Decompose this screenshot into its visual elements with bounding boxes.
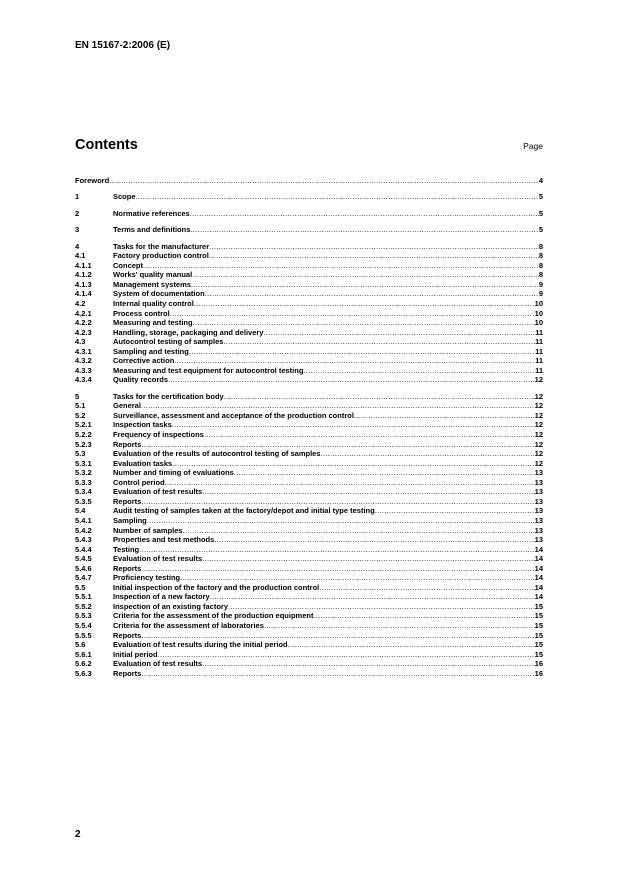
toc-entry[interactable]: [75, 545, 543, 555]
toc-entry-page: 12: [534, 430, 543, 440]
toc-entry-number: 4.3.1: [75, 346, 92, 356]
toc-entry[interactable]: [75, 420, 543, 430]
toc-entry-page: 11: [535, 365, 543, 375]
toc-entry-page: 13: [534, 468, 543, 478]
toc-entry-title[interactable]: Reports: [113, 496, 142, 506]
toc-entry-number: 5.3.3: [75, 477, 92, 487]
toc-entry[interactable]: [75, 459, 543, 469]
toc-entry-page: 15: [534, 649, 543, 659]
toc-entry-number: 4.1.1: [75, 260, 92, 270]
toc-entry-page: 14: [534, 563, 543, 573]
toc-entry-title[interactable]: Inspection tasks: [113, 420, 172, 430]
toc-entry[interactable]: [75, 366, 543, 376]
toc-dot-leader: [141, 631, 534, 641]
toc-entry-number: 4.1.2: [75, 270, 92, 280]
toc-entry[interactable]: [75, 631, 543, 641]
toc-entry-page: 12: [534, 458, 543, 468]
toc-entry-number: 4.2.2: [75, 318, 92, 328]
toc-dot-leader: [209, 242, 539, 252]
toc-dot-leader: [189, 347, 535, 357]
toc-entry-number: 4.3.2: [75, 356, 92, 366]
toc-entry-page: 16: [534, 668, 543, 678]
toc-entry[interactable]: [75, 659, 543, 669]
toc-entry-number: 5.3.5: [75, 496, 92, 506]
toc-entry-title[interactable]: Inspection of an existing factory: [113, 601, 229, 611]
toc-dot-leader: [204, 430, 535, 440]
toc-entry[interactable]: [75, 411, 543, 421]
toc-dot-leader: [202, 487, 534, 497]
toc-entry-number: 3: [75, 225, 80, 235]
toc-dot-leader: [288, 640, 535, 650]
toc-entry-page: 11: [535, 327, 543, 337]
toc-entry-number: 5.6.1: [75, 649, 92, 659]
toc-entry-page: 15: [534, 640, 543, 650]
toc-entry-number: 5.3: [75, 449, 86, 459]
toc-entry-page: 5: [538, 192, 543, 202]
toc-entry-title[interactable]: Inspection of a new factory: [113, 592, 210, 602]
toc-entry-title[interactable]: Evaluation of test results: [113, 554, 203, 564]
toc-dot-leader: [141, 401, 535, 411]
toc-entry-number: 4.1.3: [75, 279, 92, 289]
toc-entry[interactable]: [75, 611, 543, 621]
toc-dot-leader: [172, 459, 534, 469]
toc-entry-title[interactable]: Frequency of inspections: [113, 430, 204, 440]
toc-dot-leader: [190, 209, 539, 219]
toc-entry-number: 4.2: [75, 299, 86, 309]
toc-dot-leader: [139, 545, 535, 555]
toc-entry-title[interactable]: Normative references: [113, 208, 190, 218]
toc-entry-page: 13: [534, 506, 543, 516]
toc-entry-title[interactable]: General: [113, 401, 141, 411]
toc-dot-leader: [223, 337, 535, 347]
toc-entry-title[interactable]: Reports: [113, 630, 142, 640]
toc-entry-page: 14: [534, 592, 543, 602]
toc-entry-page: 15: [534, 601, 543, 611]
toc-entry-number: 5.2: [75, 410, 86, 420]
toc-entry-number: 5.5.4: [75, 620, 92, 630]
toc-entry[interactable]: [75, 621, 543, 631]
toc-entry-title[interactable]: Initial inspection of the factory and the production control: [113, 582, 320, 592]
toc-entry[interactable]: [75, 430, 543, 440]
toc-entry-number: 5.4.7: [75, 573, 92, 583]
toc-entry-title[interactable]: Reports: [113, 668, 142, 678]
toc-dot-leader: [180, 573, 535, 583]
toc-entry-page: 14: [534, 582, 543, 592]
toc-entry-number: 5.4.3: [75, 535, 92, 545]
toc-entry-number: 5.2.1: [75, 420, 92, 430]
toc-entry-title[interactable]: Evaluation of test results: [113, 487, 203, 497]
toc-dot-leader: [194, 299, 535, 309]
toc-entry[interactable]: [75, 592, 543, 602]
toc-entry-number: 5.6: [75, 640, 86, 650]
page-number: 2: [75, 829, 81, 840]
toc-entry-number: 5.6.2: [75, 659, 92, 669]
toc-entry[interactable]: [75, 401, 543, 411]
toc-entry[interactable]: [75, 392, 543, 402]
toc-entry-page: 11: [535, 356, 543, 366]
toc-entry-title[interactable]: Proficiency testing: [113, 573, 181, 583]
toc-entry-title[interactable]: Reports: [113, 563, 142, 573]
toc-entry-page: 11: [535, 346, 543, 356]
toc-entry-page: 8: [538, 260, 543, 270]
toc-entry-title[interactable]: Evaluation tasks: [113, 458, 173, 468]
toc-entry-title[interactable]: Initial period: [113, 649, 158, 659]
toc-entry[interactable]: [75, 251, 543, 261]
toc-entry-page: 10: [534, 308, 543, 318]
toc-dot-leader: [375, 506, 535, 516]
toc-entry[interactable]: [75, 516, 543, 526]
toc-entry-page: 4: [538, 176, 543, 185]
toc-dot-leader: [313, 611, 534, 621]
toc-entry[interactable]: [75, 299, 543, 309]
toc-entry-page: 15: [534, 630, 543, 640]
toc-entry-number: 4.3.4: [75, 375, 92, 385]
toc-entry-number: 5.3.4: [75, 487, 92, 497]
toc-entry[interactable]: [75, 328, 543, 338]
toc-dot-leader: [263, 328, 535, 338]
toc-entry-title[interactable]: Terms and definitions: [113, 225, 191, 235]
toc-entry-page: 15: [534, 611, 543, 621]
toc-entry-number: 5.5.2: [75, 601, 92, 611]
toc-entry[interactable]: [75, 573, 543, 583]
toc-entry-title[interactable]: Measuring and testing: [113, 318, 193, 328]
toc-entry[interactable]: [75, 506, 543, 516]
toc-entry-number: 5.5.5: [75, 630, 92, 640]
toc-entry-number: 5.5.1: [75, 592, 92, 602]
toc-entry-title[interactable]: Properties and test methods: [113, 535, 215, 545]
toc-entry-number: 4.2.3: [75, 327, 92, 337]
toc-entry-page: 13: [534, 496, 543, 506]
toc-dot-leader: [234, 468, 535, 478]
toc-dot-leader: [202, 554, 534, 564]
toc-entry[interactable]: [75, 356, 543, 366]
toc-entry[interactable]: [75, 270, 543, 280]
toc-entry-number: 1: [75, 192, 80, 202]
toc-entry-page: 8: [538, 270, 543, 280]
toc-entry-number: 5.2.2: [75, 430, 92, 440]
toc-dot-leader: [136, 192, 539, 202]
toc-dot-leader: [143, 261, 539, 271]
toc-entry-title[interactable]: Testing: [113, 544, 140, 554]
toc-entry-title[interactable]: Audit testing of samples taken at the factory/depot and initial type testing: [113, 506, 375, 516]
toc-dot-leader: [165, 478, 535, 488]
toc-entry-title[interactable]: Factory production control: [113, 251, 209, 261]
toc-dot-leader: [354, 411, 535, 421]
toc-dot-leader: [174, 356, 535, 366]
toc-entry[interactable]: [75, 449, 543, 459]
toc-entry-title[interactable]: Internal quality control: [113, 299, 194, 309]
toc-entry-number: 5.3.1: [75, 458, 92, 468]
toc-entry[interactable]: [75, 280, 543, 290]
toc-entry[interactable]: [75, 497, 543, 507]
toc-entry[interactable]: [75, 650, 543, 660]
toc-entry-page: 12: [534, 391, 543, 401]
toc-entry-page: 5: [538, 208, 543, 218]
toc-entry-number: 5.4.5: [75, 554, 92, 564]
toc-entry[interactable]: [75, 347, 543, 357]
toc-entry[interactable]: [75, 554, 543, 564]
toc-entry[interactable]: [75, 176, 543, 186]
toc-entry[interactable]: [75, 309, 543, 319]
toc-entry-number: 4.1.4: [75, 289, 92, 299]
toc-entry-page: 13: [534, 515, 543, 525]
toc-entry-number: 5.5: [75, 582, 86, 592]
toc-entry-title[interactable]: Tasks for the certification body: [113, 391, 224, 401]
toc-entry[interactable]: [75, 318, 543, 328]
toc-dot-leader: [321, 449, 535, 459]
table-of-contents: [75, 176, 543, 678]
toc-dot-leader: [209, 251, 539, 261]
toc-entry[interactable]: [75, 440, 543, 450]
toc-entry[interactable]: [75, 602, 543, 612]
toc-entry-title[interactable]: Tasks for the manufacturer: [113, 241, 210, 251]
toc-entry-number: 5.4: [75, 506, 86, 516]
toc-entry-title[interactable]: Concept: [113, 260, 143, 270]
toc-entry-number: 4.2.1: [75, 308, 92, 318]
toc-entry-page: 8: [538, 241, 543, 251]
toc-entry-number: 2: [75, 208, 80, 218]
toc-entry-number: 4.3.3: [75, 365, 92, 375]
toc-entry-page: 11: [535, 337, 543, 347]
toc-entry-number: 5.4.2: [75, 525, 92, 535]
toc-entry-number: 5.3.2: [75, 468, 92, 478]
toc-entry-page: 13: [534, 477, 543, 487]
toc-entry-title[interactable]: Works' quality manual: [113, 270, 193, 280]
toc-dot-leader: [183, 526, 535, 536]
page-column-label: Page: [523, 141, 543, 151]
toc-entry-title[interactable]: Management systems: [113, 279, 191, 289]
toc-entry-title[interactable]: Handling, storage, packaging and delivery: [113, 327, 264, 337]
toc-entry-title[interactable]: Criteria for the assessment of the production equipment: [113, 611, 314, 621]
toc-entry-title[interactable]: Corrective action: [113, 356, 175, 366]
toc-entry-title[interactable]: Number and timing of evaluations: [113, 468, 234, 478]
toc-entry-page: 12: [534, 410, 543, 420]
toc-entry-page: 9: [538, 289, 543, 299]
toc-entry-number: 5.5.3: [75, 611, 92, 621]
toc-entry[interactable]: [75, 375, 543, 385]
toc-entry-page: 14: [534, 544, 543, 554]
toc-dot-leader: [190, 225, 538, 235]
toc-entry[interactable]: [75, 640, 543, 650]
toc-entry[interactable]: [75, 242, 543, 252]
toc-entry-title[interactable]: Number of samples: [113, 525, 183, 535]
toc-entry[interactable]: [75, 225, 543, 235]
toc-entry-title[interactable]: Criteria for the assessment of laboratories: [113, 620, 264, 630]
toc-entry[interactable]: [75, 261, 543, 271]
toc-entry-page: 15: [534, 620, 543, 630]
toc-dot-leader: [224, 392, 535, 402]
toc-entry-page: 12: [534, 401, 543, 411]
toc-entry-page: 9: [538, 279, 543, 289]
toc-dot-leader: [170, 309, 535, 319]
toc-dot-leader: [141, 669, 534, 679]
toc-entry-page: 8: [538, 251, 543, 261]
toc-entry[interactable]: [75, 487, 543, 497]
toc-dot-leader: [141, 564, 534, 574]
toc-entry-page: 12: [534, 439, 543, 449]
toc-entry-page: 10: [534, 318, 543, 328]
toc-dot-leader: [168, 375, 535, 385]
toc-dot-leader: [192, 270, 539, 280]
toc-dot-leader: [210, 592, 535, 602]
toc-entry[interactable]: [75, 535, 543, 545]
toc-entry-number: 4.1: [75, 251, 86, 261]
toc-entry-page: 14: [534, 573, 543, 583]
toc-entry[interactable]: [75, 192, 543, 202]
toc-entry-number: 5.6.3: [75, 668, 92, 678]
toc-entry[interactable]: [75, 583, 543, 593]
toc-entry[interactable]: [75, 526, 543, 536]
toc-entry-title[interactable]: Scope: [113, 192, 136, 202]
toc-dot-leader: [228, 602, 535, 612]
toc-entry-page: 14: [534, 554, 543, 564]
document-id: EN 15167-2:2006 (E): [75, 40, 171, 51]
toc-entry-number: 4.3: [75, 337, 86, 347]
toc-entry-page: 12: [534, 375, 543, 385]
toc-dot-leader: [303, 366, 535, 376]
toc-entry-title[interactable]: Control period: [113, 477, 165, 487]
toc-entry-number: 4: [75, 241, 80, 251]
toc-dot-leader: [205, 289, 539, 299]
toc-dot-leader: [147, 516, 535, 526]
toc-dot-leader: [109, 176, 539, 186]
toc-entry-title[interactable]: Autocontrol testing of samples: [113, 337, 224, 347]
toc-entry-title[interactable]: Evaluation of test results during the initial period: [113, 640, 288, 650]
toc-dot-leader: [214, 535, 534, 545]
toc-entry-title[interactable]: System of documentation: [113, 289, 205, 299]
toc-entry-page: 12: [534, 420, 543, 430]
toc-entry-page: 10: [534, 299, 543, 309]
toc-entry[interactable]: [75, 468, 543, 478]
toc-dot-leader: [193, 318, 535, 328]
toc-entry-page: 12: [534, 449, 543, 459]
toc-entry-number: 5.2.3: [75, 439, 92, 449]
toc-entry-title[interactable]: Sampling and testing: [113, 346, 189, 356]
toc-dot-leader: [319, 583, 534, 593]
toc-entry-title[interactable]: Evaluation of test results: [113, 659, 203, 669]
toc-entry[interactable]: [75, 478, 543, 488]
toc-dot-leader: [141, 440, 534, 450]
toc-entry-number: 5.4.6: [75, 563, 92, 573]
toc-entry-page: 13: [534, 535, 543, 545]
toc-dot-leader: [202, 659, 534, 669]
toc-entry[interactable]: [75, 209, 543, 219]
toc-entry-page: 5: [538, 225, 543, 235]
toc-entry[interactable]: [75, 669, 543, 679]
toc-entry[interactable]: [75, 289, 543, 299]
toc-entry-title[interactable]: Sampling: [113, 515, 147, 525]
toc-entry-number: 5.1: [75, 401, 86, 411]
toc-entry[interactable]: [75, 564, 543, 574]
toc-entry-title[interactable]: Measuring and test equipment for autocontrol testing: [113, 365, 304, 375]
toc-dot-leader: [141, 497, 534, 507]
toc-entry-title[interactable]: Reports: [113, 439, 142, 449]
toc-dot-leader: [158, 650, 535, 660]
toc-entry-title[interactable]: Quality records: [113, 375, 169, 385]
toc-dot-leader: [264, 621, 535, 631]
toc-entry-page: 13: [534, 487, 543, 497]
toc-entry-number: 5.4.4: [75, 544, 92, 554]
toc-entry-number: 5: [75, 391, 80, 401]
toc-entry[interactable]: [75, 337, 543, 347]
toc-entry-title[interactable]: Foreword: [75, 176, 110, 185]
toc-entry-title[interactable]: Evaluation of the results of autocontrol testing of samples: [113, 449, 321, 459]
toc-dot-leader: [191, 280, 539, 290]
toc-dot-leader: [172, 420, 535, 430]
contents-heading: Contents: [75, 137, 138, 153]
toc-entry-page: 16: [534, 659, 543, 669]
toc-entry-title[interactable]: Process control: [113, 308, 170, 318]
toc-entry-page: 13: [534, 525, 543, 535]
toc-entry-title[interactable]: Surveillance, assessment and acceptance of the production control: [113, 410, 354, 420]
toc-entry-number: 5.4.1: [75, 515, 92, 525]
